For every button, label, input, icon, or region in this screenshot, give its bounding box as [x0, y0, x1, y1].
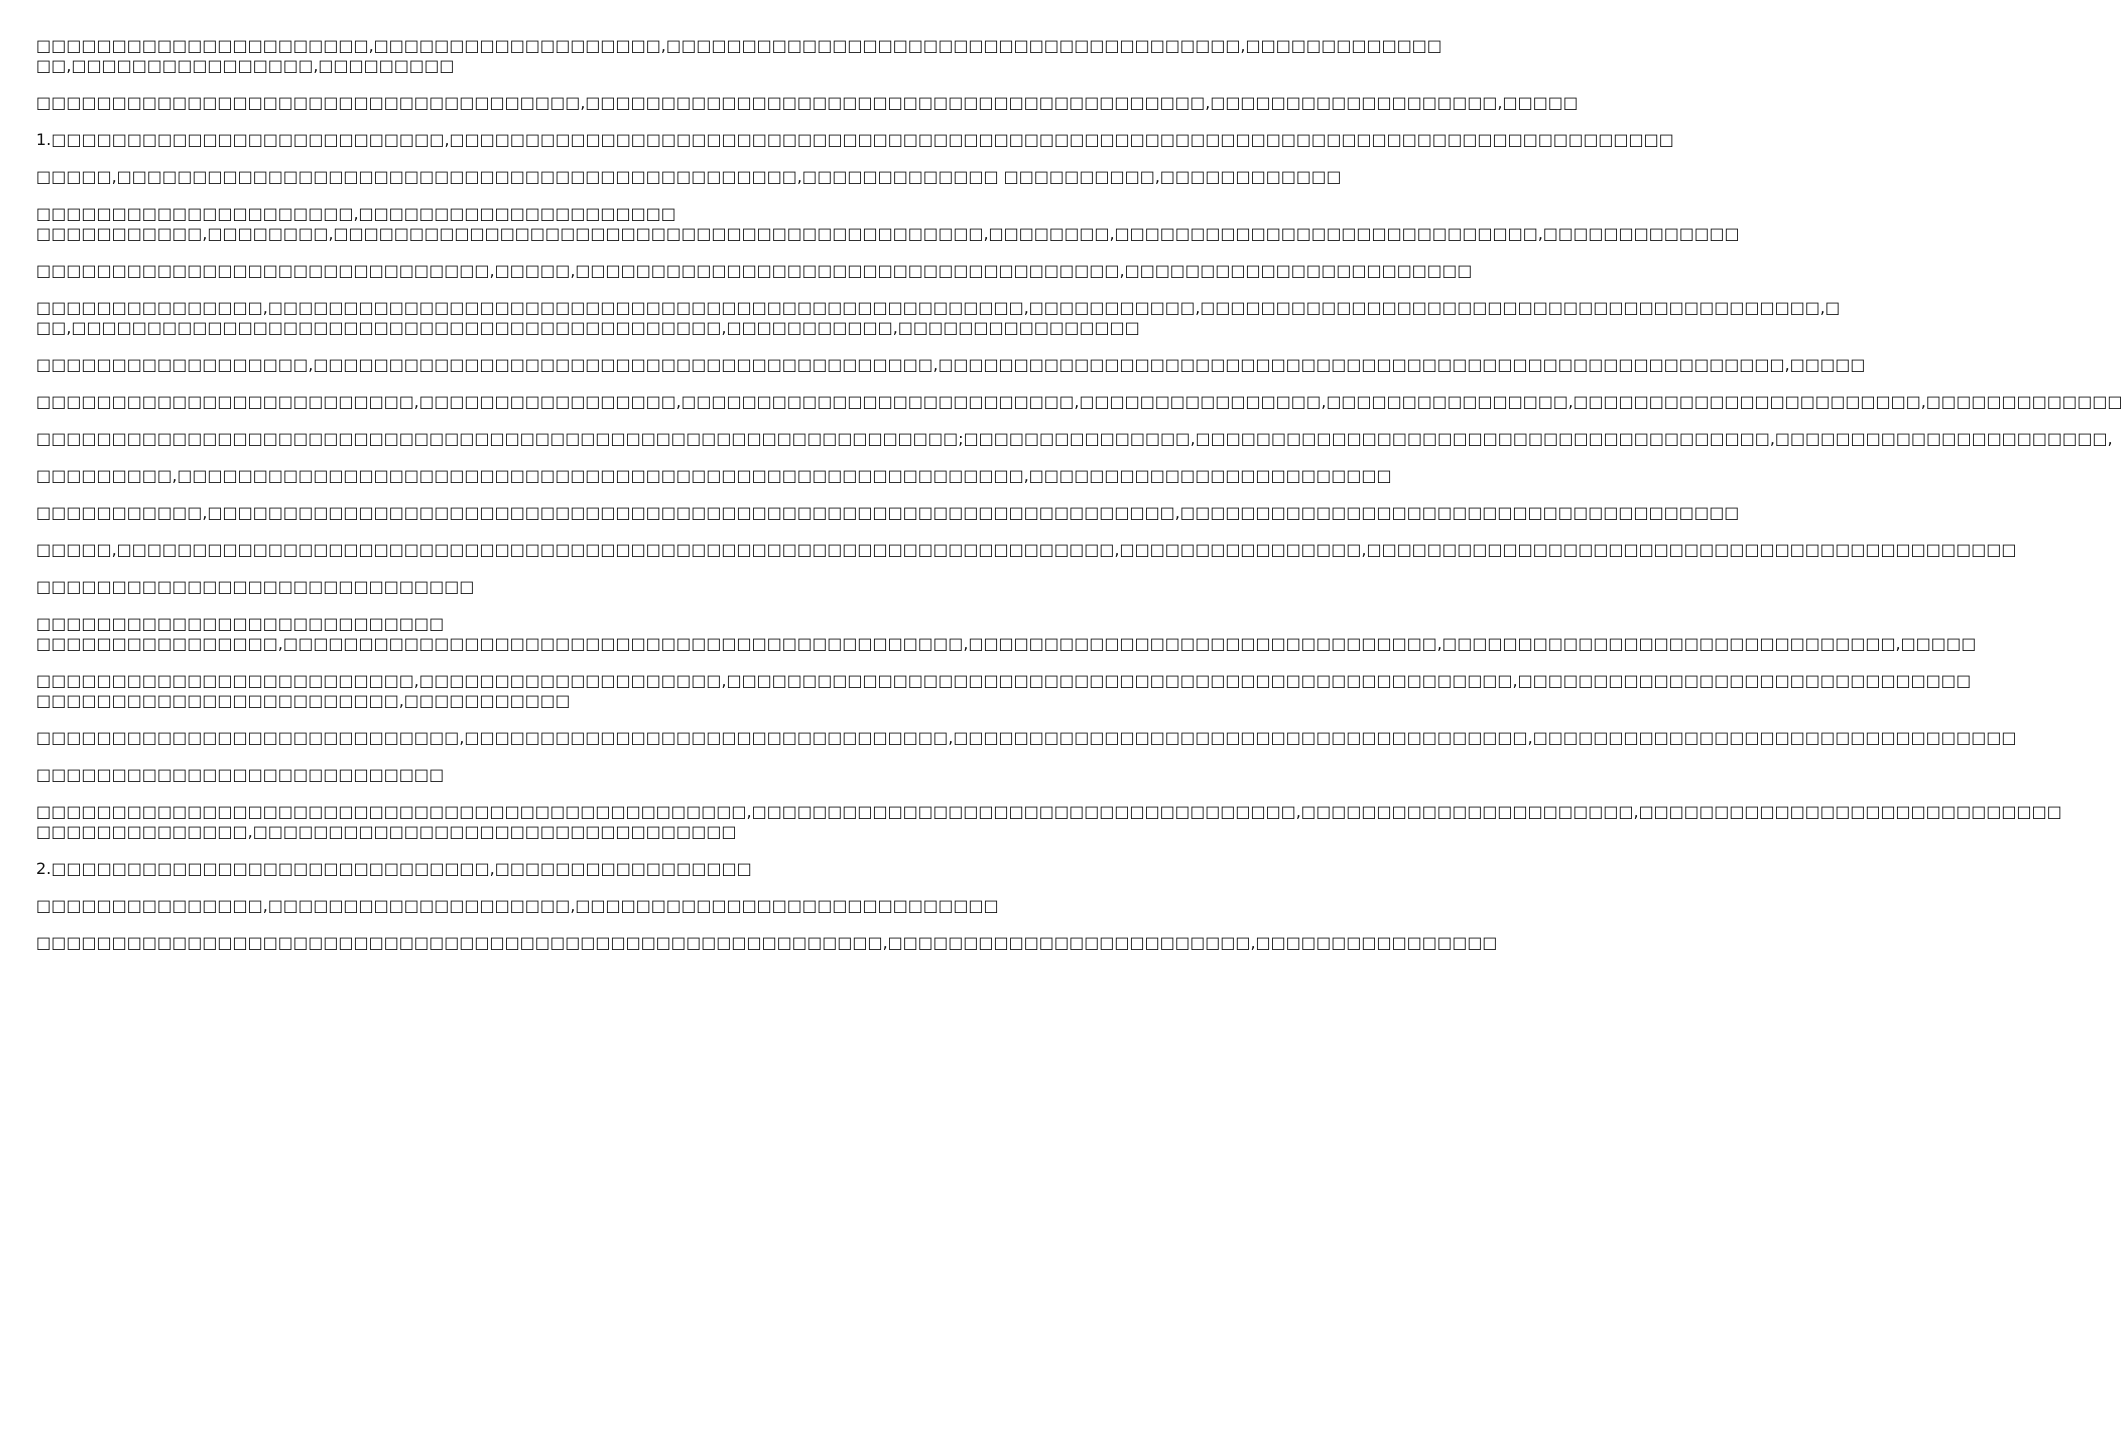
text-line: □□,□□□□□□□□□□□□□□□□□□□□□□□□□□□□□□□□□□□□□□□□□□□,□□□□□□□□□□□,□□□□□□□□□□□□□□□□ [36, 318, 1140, 337]
text-paragraph [36, 392, 2122, 412]
text-paragraph [36, 298, 1841, 338]
text-paragraph [36, 671, 1972, 711]
text-paragraph [36, 540, 2017, 560]
text-line: □□□□□□□□□□□□□□□□□□□□□□□□,□□□□□□□□□□□ [36, 691, 571, 710]
text-paragraph [36, 466, 1392, 486]
text-line: □□□□□□□□□□□□□□□□□□□□□□□□□,□□□□□□□□□□□□□□□□□□□□,□□□□□□□□□□□□□□□□□□□□□□□□□□□□□□□□□□□□□□□□□□□□□□□□□□□□,□□□□□□□□□□□□□□□□□□□□□□□□□□□□□□ [36, 671, 1972, 690]
text-line: □□□□□□□□□□□□□□□□□□□□□□□□□□□ [36, 765, 445, 784]
text-line: □□□□□□□□□,□□□□□□□□□□□□□□□□□□□□□□□□□□□□□□□□□□□□□□□□□□□□□□□□□□□□□□□□,□□□□□□□□□□□□□□□□□□□□□□□□ [36, 466, 1392, 485]
text-line: □□,□□□□□□□□□□□□□□□□,□□□□□□□□□ [36, 56, 455, 75]
text-paragraph [36, 204, 1740, 244]
text-line: □□□□□□□□□□□□□□□□□□□□□□□□□□□□□□□□□□□□,□□□□□□□□□□□□□□□□□□□□□□□□□□□□□□□□□□□□□□□□□,□□□□□□□□□□□□□□□□□□□,□□□□□ [36, 93, 1579, 112]
text-line: □□□□□□□□□□□,□□□□□□□□,□□□□□□□□□□□□□□□□□□□□□□□□□□□□□□□□□□□□□□□□□□□,□□□□□□□□,□□□□□□□□□□□□□□□□□□□□□□□□□□□□,□□□□□□□□□□□□□ [36, 224, 1740, 243]
text-paragraph [36, 614, 1977, 654]
text-line: □□□□□□□□□□□□□□□□,□□□□□□□□□□□□□□□□□□□□□□□□□□□□□□□□□□□□□□□□□□□□□,□□□□□□□□□□□□□□□□□□□□□□□□□□□□□□□,□□□□□□□□□□□□□□□□□□□□□□□□□□□□□□,□□□□□ [36, 634, 1977, 653]
text-paragraph [36, 765, 990, 785]
text-paragraph [36, 577, 990, 597]
text-line: 2.□□□□□□□□□□□□□□□□□□□□□□□□□□□□□,□□□□□□□□□□□□□□□□□ [36, 859, 752, 878]
text-line: □□□□□□□□□□□□□□□□□□□□□□□□□□□□□□□□□□□□□□□□□□□□□□□,□□□□□□□□□□□□□□□□□□□□□□□□□□□□□□□□□□□□,□□□□□□□□□□□□□□□□□□□□□□,□□□□□□□□□□□□□□□□□□□□□□□□□□□□ [36, 802, 2062, 821]
text-line: □□□□□□□□□□□□□□□□□□□□□□□□□,□□□□□□□□□□□□□□□□□,□□□□□□□□□□□□□□□□□□□□□□□□□□,□□□□□□□□□□□□□□□□,□□□□□□□□□□□□□□□□,□□□□□□□□□□□□□□□□□□□□□□□,□□□□□□□□□□□□□ [36, 392, 2122, 411]
text-paragraph [36, 36, 1443, 76]
text-line: □□□□□□□□□□□□□□,□□□□□□□□□□□□□□□□□□□□□□□□□□□□□□□□ [36, 822, 737, 841]
text-paragraph [36, 355, 1866, 375]
text-paragraph [36, 859, 990, 879]
text-paragraph [36, 896, 999, 916]
text-line: □□□□□□□□□□□□□□□□□□□□□□□□□□□□□ [36, 577, 475, 596]
text-line: □□□□□,□□□□□□□□□□□□□□□□□□□□□□□□□□□□□□□□□□□□□□□□□□□□□,□□□□□□□□□□□□□ □□□□□□□□□□,□□□□□□□□□□□□ [36, 167, 1342, 186]
text-line: □□□□□□□□□□□,□□□□□□□□□□□□□□□□□□□□□□□□□□□□□□□□□□□□□□□□□□□□□□□□□□□□□□□□□□□□□□□□,□□□□□□□□□□□□□□□□□□□□□□□□□□□□□□□□□□□□□ [36, 503, 1740, 522]
text-paragraph [36, 93, 1579, 113]
text-line: □□□□□□□□□□□□□□□□□□□□□□□□□□□□□□□□□□□□□□□□□□□□□□□□□□□□□□□□□□□□□;□□□□□□□□□□□□□□□,□□□□□□□□□□□□□□□□□□□□□□□□□□□□□□□□□□□□□□,□□□□□□□□□□□□□□□□□□□□□□, [36, 429, 2113, 448]
text-paragraph [36, 261, 1473, 281]
text-paragraph [36, 429, 2113, 449]
document-page [36, 36, 2122, 970]
text-paragraph [36, 802, 2062, 842]
text-line: □□□□□□□□□□□□□□□□□□□□□□□□□□□□□□,□□□□□,□□□□□□□□□□□□□□□□□□□□□□□□□□□□□□□□□□□□,□□□□□□□□□□□□□□□□□□□□□□□ [36, 261, 1473, 280]
text-paragraph [36, 933, 1498, 953]
text-line: □□□□□□□□□□□□□□□□□□□□□□□□□□□ [36, 614, 445, 633]
text-line: □□□□□□□□□□□□□□□□□□□□□□□□□□□□□□□□□□□□□□□□□□□□□□□□□□□□□□□□,□□□□□□□□□□□□□□□□□□□□□□□□,□□□□□□□□□□□□□□□□ [36, 933, 1498, 952]
text-line: □□□□□,□□□□□□□□□□□□□□□□□□□□□□□□□□□□□□□□□□□□□□□□□□□□□□□□□□□□□□□□□□□□□□□□□□,□□□□□□□□□□□□□□□□,□□□□□□□□□□□□□□□□□□□□□□□□□□□□□□□□□□□□□□□□□□□ [36, 540, 2017, 559]
text-line: 1.□□□□□□□□□□□□□□□□□□□□□□□□□□,□□□□□□□□□□□□□□□□□□□□□□□□□□□□□□□□□□□□□□□□□□□□□□□□□□□□□□□□□□□□□□□□□□□□□□□□□□□□□□□□□ [36, 130, 1674, 149]
text-paragraph [36, 728, 2017, 748]
text-line: □□□□□□□□□□□□□□□□□□□□□□,□□□□□□□□□□□□□□□□□□□,□□□□□□□□□□□□□□□□□□□□□□□□□□□□□□□□□□□□□□,□□□□□□□□□□□□□ [36, 36, 1443, 55]
text-paragraph [36, 503, 1740, 523]
text-paragraph [36, 130, 1674, 150]
text-line: □□□□□□□□□□□□□□□□□□,□□□□□□□□□□□□□□□□□□□□□□□□□□□□□□□□□□□□□□□□□,□□□□□□□□□□□□□□□□□□□□□□□□□□□□□□□□□□□□□□□□□□□□□□□□□□□□□□□□,□□□□□ [36, 355, 1866, 374]
text-paragraph [36, 167, 1342, 187]
text-line: □□□□□□□□□□□□□□□,□□□□□□□□□□□□□□□□□□□□,□□□□□□□□□□□□□□□□□□□□□□□□□□□□ [36, 896, 999, 915]
text-line: □□□□□□□□□□□□□□□□□□□□□□□□□□□□,□□□□□□□□□□□□□□□□□□□□□□□□□□□□□□□□,□□□□□□□□□□□□□□□□□□□□□□□□□□□□□□□□□□□□□□,□□□□□□□□□□□□□□□□□□□□□□□□□□□□□□□□ [36, 728, 2017, 747]
text-line: □□□□□□□□□□□□□□□,□□□□□□□□□□□□□□□□□□□□□□□□□□□□□□□□□□□□□□□□□□□□□□□□□□,□□□□□□□□□□□,□□□□□□□□□□□□□□□□□□□□□□□□□□□□□□□□□□□□□□□□□,□ [36, 298, 1841, 317]
text-line: □□□□□□□□□□□□□□□□□□□□□,□□□□□□□□□□□□□□□□□□□□□ [36, 204, 677, 223]
